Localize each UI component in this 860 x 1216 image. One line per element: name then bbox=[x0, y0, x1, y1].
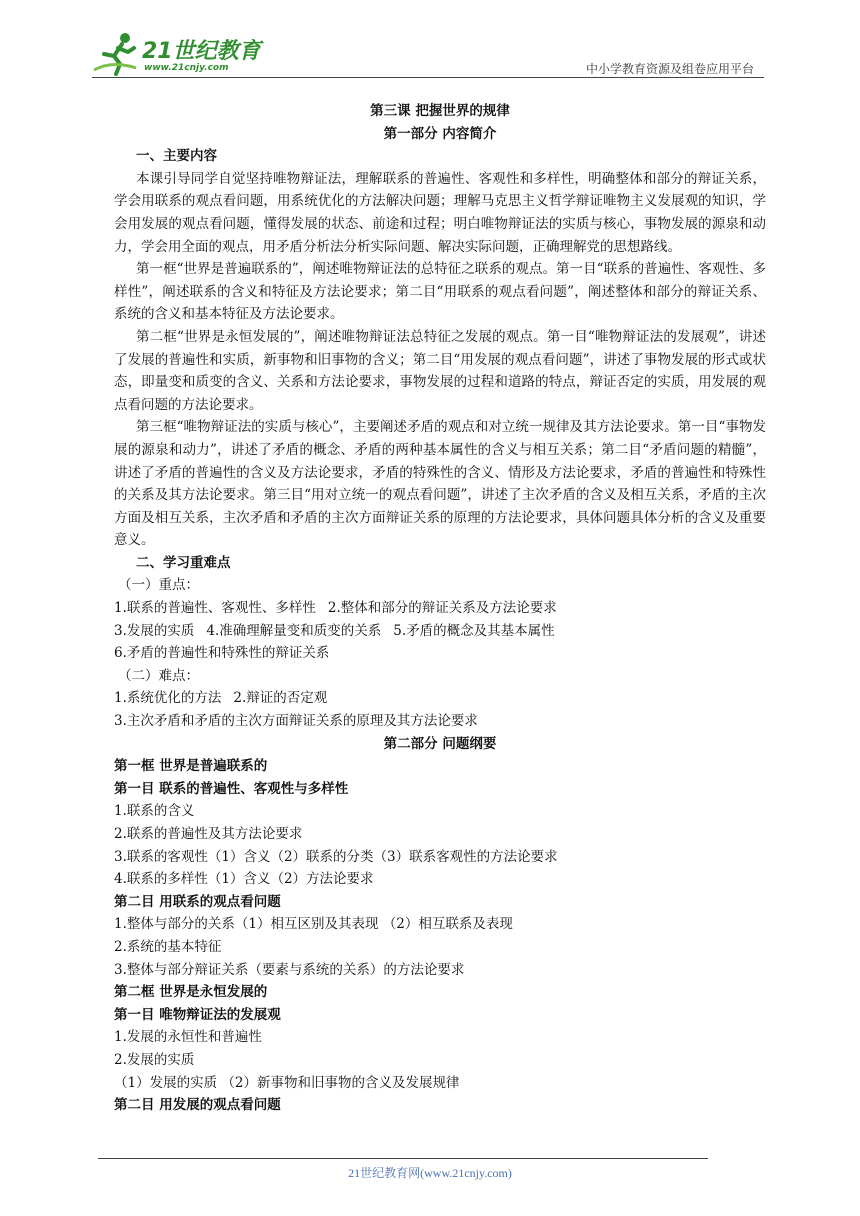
platform-name: 中小学教育资源及组卷应用平台 bbox=[585, 62, 754, 76]
item-heading: 第二目 用发展的观点看问题 bbox=[114, 1097, 281, 1114]
difficult-point-item: 1.系统优化的方法 bbox=[114, 690, 222, 707]
paragraph-intro: 本课引导同学自觉坚持唯物辩证法，理解联系的普遍性、客观性和多样性，明确整体和部分的辩证关系，学会用联系的观点看问题，用系统优化的方法解决问题；理解马克思主义哲学辩证唯物主义发展观的知识，学会用发展的观点看问题，懂得发展的状态、前途和过程；明白唯物辩证法的实质与核心，事物发展的源泉和动力，学会用全面的观点，用矛盾分析法分析实际问题、解决实际问题，正确理解党的思想路线。 bbox=[114, 170, 766, 255]
header-divider bbox=[92, 77, 764, 78]
outline-item: 2.发展的实质 bbox=[114, 1051, 195, 1068]
outline-item: 2.系统的基本特征 bbox=[114, 938, 222, 955]
difficult-point-item: 2.辩证的否定观 bbox=[233, 690, 328, 707]
outline-item: 2.联系的普遍性及其方法论要求 bbox=[114, 826, 303, 842]
runner-logo-icon bbox=[92, 30, 140, 76]
key-points-label: （一）重点： bbox=[118, 577, 199, 594]
difficult-point-item: 3.主次矛盾和矛盾的主次方面辩证关系的原理及其方法论要求 bbox=[114, 713, 478, 730]
part2-title: 第二部分 问题纲要 bbox=[383, 735, 497, 752]
key-points-line-1 bbox=[114, 597, 766, 620]
key-point-item: 1.联系的普遍性、客观性、多样性 bbox=[114, 600, 316, 617]
key-point-item: 5.矛盾的概念及其基本属性 bbox=[393, 622, 555, 639]
paragraph-frame2: 第二框“世界是永恒发展的”，阐述唯物辩证法总特征之发展的观点。第一目“唯物辩证法的发展观”，讲述了发展的普遍性和实质，新事物和旧事物的含义；第二目“用发展的观点看问题”，讲述了事物发展的形式或状态，即量变和质变的含义、关系和方法论要求，事物发展的过程和道路的特点，辩证否定的实质，用发展的观点看问题的方法论要求。 bbox=[114, 328, 766, 413]
footer-link[interactable]: 21世纪教育网(www.21cnjy.com) bbox=[348, 1166, 512, 1180]
key-point-item: 6.矛盾的普遍性和特殊性的辩证关系 bbox=[114, 645, 330, 662]
difficult-points-label: （二）难点： bbox=[118, 667, 199, 684]
lesson-title: 第三课 把握世界的规律 bbox=[370, 103, 510, 119]
section-heading-key-points: 二、学习重难点 bbox=[136, 554, 231, 571]
logo-url: www.21cnjy.com bbox=[144, 63, 229, 73]
key-point-item: 2.整体和部分的辩证关系及方法论要求 bbox=[327, 600, 557, 617]
outline-item: 1.整体与部分的关系（1）相互区别及其表现 （2）相互联系及表现 bbox=[114, 916, 513, 933]
outline-item: 1.发展的永恒性和普遍性 bbox=[114, 1029, 262, 1046]
site-logo[interactable] bbox=[92, 30, 262, 76]
section-heading-main-content: 一、主要内容 bbox=[136, 148, 217, 165]
paragraph-frame1: 第一框“世界是普遍联系的”，阐述唯物辩证法的总特征之联系的观点。第一目“联系的普遍性、客观性、多样性”，阐述联系的含义和特征及方法论要求；第二目“用联系的观点看问题”，阐述整体和部分的辩证关系、系统的含义和基本特征及方法论要求。 bbox=[114, 261, 766, 323]
outline-item: 1.联系的含义 bbox=[114, 803, 195, 820]
frame-heading: 第二框 世界是永恒发展的 bbox=[114, 984, 268, 1001]
frame-heading: 第一框 世界是普遍联系的 bbox=[114, 758, 268, 775]
page-header bbox=[92, 30, 760, 82]
logo-text: 21世纪教育 bbox=[142, 39, 261, 64]
outline-item: 3.整体与部分辩证关系（要素与系统的关系）的方法论要求 bbox=[114, 961, 465, 978]
difficult-points-line-1 bbox=[114, 687, 766, 710]
item-heading: 第一目 唯物辩证法的发展观 bbox=[114, 1006, 281, 1023]
item-heading: 第二目 用联系的观点看问题 bbox=[114, 893, 281, 910]
item-heading: 第一目 联系的普遍性、客观性与多样性 bbox=[114, 780, 349, 797]
document-body bbox=[114, 100, 766, 1117]
outline-item: 4.联系的多样性（1）含义（2）方法论要求 bbox=[114, 871, 374, 888]
key-point-item: 4.准确理解量变和质变的关系 bbox=[206, 622, 382, 639]
outline-item: 3.联系的客观性（1）含义（2）联系的分类（3）联系客观性的方法论要求 bbox=[114, 848, 558, 865]
part1-title: 第一部分 内容简介 bbox=[383, 125, 497, 142]
outline-item: （1）发展的实质 （2）新事物和旧事物的含义及发展规律 bbox=[114, 1074, 460, 1091]
key-point-item: 3.发展的实质 bbox=[114, 622, 195, 639]
key-points-line-2 bbox=[114, 620, 766, 643]
footer-divider bbox=[98, 1158, 708, 1159]
paragraph-frame3: 第三框“唯物辩证法的实质与核心”，主要阐述矛盾的观点和对立统一规律及其方法论要求。第一目“事物发展的源泉和动力”，讲述了矛盾的概念、矛盾的两种基本属性的含义与相互关系；第二目“矛盾问题的精髓”，讲述了矛盾的普遍性的含义及方法论要求，矛盾的特殊性的含义、情形及方法论要求，矛盾的普遍性和特殊性的关系及其方法论要求。第三目“用对立统一的观点看问题”，讲述了主次矛盾的含义及相互关系，矛盾的主次方面及相互关系，主次矛盾和矛盾的主次方面辩证关系的原理的方法论要求，具体问题具体分析的含义及重要意义。 bbox=[114, 419, 766, 549]
